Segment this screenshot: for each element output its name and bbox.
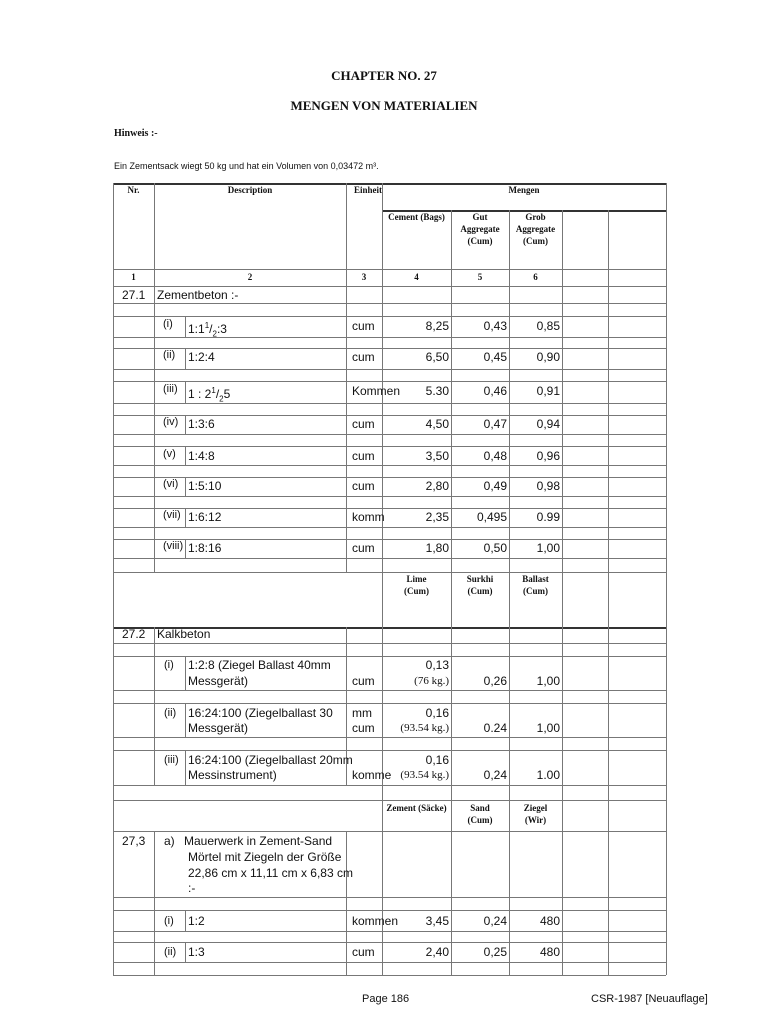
grid-line [185, 539, 186, 558]
row-value: 0,43 [483, 319, 507, 333]
row-value: 0,48 [483, 449, 507, 463]
row-value: 0,50 [483, 541, 507, 555]
row-value: 6,50 [425, 350, 449, 364]
col-num-1: 1 [131, 272, 136, 282]
fraction-rest: 5 [223, 387, 231, 401]
grid-line [113, 348, 666, 349]
grid-line [113, 539, 666, 540]
grid-line [185, 348, 186, 369]
row-description: Messgerät) [188, 721, 249, 735]
row-value: 2,40 [425, 945, 449, 959]
row-value: 3,45 [425, 914, 449, 928]
grid-line [113, 183, 114, 975]
row-value: 0,98 [536, 479, 560, 493]
row-description: 1:2:8 (Ziegel Ballast 40mm [188, 658, 331, 672]
fraction-numerator: 1 [204, 321, 210, 330]
grid-line [113, 931, 666, 932]
grid-line [113, 897, 666, 898]
row-unit: cum [352, 319, 375, 333]
grid-line [185, 750, 186, 785]
row-index: (ii) [164, 946, 177, 958]
fraction-slash: / [209, 322, 213, 336]
row-description: 1:3 [188, 945, 205, 959]
row-index: (iii) [164, 754, 179, 766]
section-description: 22,86 cm x 11,11 cm x 6,83 cm [188, 866, 353, 880]
grid-line [113, 465, 666, 466]
row-index: (ii) [164, 707, 177, 719]
row-unit: cum [352, 417, 375, 431]
section-number: 27.1 [122, 288, 146, 302]
row-value: 480 [539, 914, 560, 928]
col-num-2: 2 [247, 272, 253, 282]
grid-line [113, 703, 666, 704]
header-surkhi: Surkhi (Cum) [466, 574, 494, 596]
section-sub: a) [164, 834, 175, 848]
header-zement: Zement (Säcke) [386, 803, 447, 813]
grid-line [185, 910, 186, 931]
col-num-6: 6 [533, 272, 538, 282]
row-description [188, 319, 227, 341]
header-gut: Gut Aggregate (Cum) [460, 212, 500, 246]
row-description: Messgerät) [188, 674, 249, 688]
grid-line [113, 656, 666, 657]
row-description: 1:3:6 [188, 417, 215, 431]
grid-line [113, 800, 666, 801]
note-label: Hinweis :- [114, 128, 158, 139]
grid-line [113, 942, 666, 943]
row-value: 0,90 [536, 350, 560, 364]
page-number: Page 186 [362, 993, 410, 1005]
row-index: (i) [163, 318, 173, 330]
chapter-subtitle: MENGEN VON MATERIALIEN [290, 98, 478, 113]
row-index: (viii) [163, 540, 184, 552]
grid-line [185, 656, 186, 690]
row-value: 0,26 [483, 674, 507, 688]
col-num-3: 3 [361, 272, 367, 282]
row-description: mm [352, 706, 372, 720]
grid-line [113, 303, 666, 304]
grid-line [185, 703, 186, 737]
grid-line [346, 183, 347, 572]
row-value: 2,80 [425, 479, 449, 493]
grid-line [113, 477, 666, 478]
col-num-5: 5 [477, 272, 483, 282]
row-value: 1,00 [536, 674, 560, 688]
header-cement: Cement (Bags) [388, 212, 445, 222]
row-index: (i) [164, 659, 174, 671]
row-index: (iv) [163, 416, 179, 428]
section-description: Mörtel mit Ziegeln der Größe [188, 850, 342, 864]
header-ziegel: Ziegel (Wir) [523, 803, 548, 825]
row-value: 0,94 [536, 417, 560, 431]
grid-line [113, 316, 666, 317]
grid-line [113, 446, 666, 447]
row-value: 0,495 [476, 510, 507, 524]
grid-line [562, 210, 563, 975]
row-value: 0,24 [483, 768, 507, 782]
row-unit: kommen [352, 914, 399, 928]
grid-line [185, 942, 186, 962]
grid-line [113, 415, 666, 416]
row-value: 0,49 [483, 479, 507, 493]
row-value: 0,96 [536, 449, 560, 463]
row-index: (vi) [163, 478, 179, 490]
header-unit: Einheit [354, 185, 383, 195]
note-text: Ein Zementsack wiegt 50 kg und hat ein Volumen von 0,03472 m³. [114, 161, 379, 171]
row-value: 480 [539, 945, 560, 959]
section-title: Zementbeton :- [157, 288, 239, 302]
grid-line [113, 434, 666, 435]
row-description: 16:24:100 (Ziegelballast 20mm [188, 753, 353, 767]
row-value: 0.24 [483, 721, 507, 735]
fraction-whole: 1:1 [188, 322, 205, 336]
edition-label: CSR-1987 [Neuauflage] [591, 993, 708, 1005]
grid-line [346, 831, 347, 975]
header-description: Description [227, 185, 273, 195]
section-description: Mauerwerk in Zement-Sand [184, 834, 333, 848]
grid-line [113, 381, 666, 382]
row-value: 0.99 [536, 510, 560, 524]
row-value: 0,85 [536, 319, 560, 333]
grid-line [154, 627, 155, 785]
row-unit: cum [352, 945, 375, 959]
grid-line [185, 446, 186, 465]
section-number: 27.2 [122, 627, 146, 641]
row-description: Messinstrument) [188, 768, 277, 782]
grid-line [113, 508, 666, 509]
grid-line [185, 477, 186, 496]
row-description: 1:2:4 [188, 350, 215, 364]
row-description: 16:24:100 (Ziegelballast 30 [188, 706, 333, 720]
row-unit: komm [352, 510, 385, 524]
grid-line [113, 369, 666, 370]
row-value: 3,50 [425, 449, 449, 463]
row-value: 1.00 [536, 768, 560, 782]
grid-line [608, 210, 609, 975]
section-title: Kalkbeton [157, 627, 211, 641]
grid-line [113, 269, 666, 270]
row-index: (ii) [163, 349, 176, 361]
row-value: 4,50 [425, 417, 449, 431]
col-num-4: 4 [414, 272, 419, 282]
grid-line [113, 975, 666, 976]
header-grob: Grob Aggregate (Cum) [515, 212, 556, 246]
grid-line [113, 750, 666, 751]
grid-line [113, 831, 666, 832]
fraction-numerator: 1 [211, 386, 216, 395]
grid-line [185, 508, 186, 527]
row-unit: cum [352, 541, 375, 555]
row-description: 1:4:8 [188, 449, 215, 463]
row-value: 5.30 [425, 384, 449, 398]
header-nr: Nr. [127, 185, 140, 195]
row-value: 0,47 [483, 417, 507, 431]
grid-line [113, 690, 666, 691]
row-index: (vii) [163, 509, 181, 521]
grid-line [185, 415, 186, 434]
fraction-slash: / [215, 387, 220, 401]
row-value: 8,25 [425, 319, 449, 333]
fraction-rest: :3 [216, 322, 227, 336]
row-value: 0,16 [425, 706, 449, 720]
section-description: :- [188, 881, 196, 895]
grid-line [185, 381, 186, 403]
grid-line [113, 643, 666, 644]
header-mengen: Mengen [508, 185, 540, 195]
grid-line [666, 183, 667, 975]
grid-line [113, 737, 666, 738]
header-ballast: Ballast (Cum) [522, 574, 549, 596]
grid-line [113, 558, 666, 559]
row-value-weight: (76 kg.) [414, 675, 449, 687]
row-value: 1,00 [536, 541, 560, 555]
row-value: 0,25 [483, 945, 507, 959]
fraction-whole: 1 : 2 [188, 387, 212, 401]
row-unit: cum [352, 479, 375, 493]
row-description: 1:8:16 [188, 541, 222, 555]
row-unit: cum [352, 674, 375, 688]
row-description [188, 384, 230, 406]
row-value: 0,45 [483, 350, 507, 364]
row-description: 1:6:12 [188, 510, 222, 524]
grid-line [154, 183, 155, 572]
grid-line [154, 831, 155, 975]
row-value-weight: (93.54 kg.) [400, 769, 449, 781]
row-index: (iii) [163, 383, 178, 395]
fraction-denominator: 2 [219, 394, 224, 404]
grid-line [113, 496, 666, 497]
grid-line [113, 962, 666, 963]
row-value: 1,00 [536, 721, 560, 735]
row-unit: cum [352, 721, 375, 735]
row-value: 1,80 [425, 541, 449, 555]
grid-line [113, 286, 666, 287]
fraction-denominator: 2 [212, 329, 217, 339]
row-index: (i) [164, 915, 174, 927]
grid-line [113, 785, 666, 786]
row-value: 0,91 [536, 384, 560, 398]
row-unit: Kommen [352, 384, 401, 398]
row-value-weight: (93.54 kg.) [400, 722, 449, 734]
row-value: 0,46 [483, 384, 507, 398]
row-value: 0,13 [425, 658, 449, 672]
row-value: 0,24 [483, 914, 507, 928]
grid-line [185, 316, 186, 337]
row-index: (v) [163, 448, 176, 460]
row-value: 0,16 [425, 753, 449, 767]
row-unit: cum [352, 449, 375, 463]
row-value: 2,35 [425, 510, 449, 524]
row-description: 1:2 [188, 914, 205, 928]
header-lime: Lime (Cum) [404, 574, 429, 596]
row-unit: komme [352, 768, 392, 782]
header-sand: Sand (Cum) [467, 803, 493, 825]
row-unit: cum [352, 350, 375, 364]
row-description: 1:5:10 [188, 479, 222, 493]
section-number: 27,3 [122, 834, 146, 848]
chapter-title: CHAPTER NO. 27 [331, 68, 437, 83]
grid-line [113, 527, 666, 528]
grid-line [113, 910, 666, 911]
